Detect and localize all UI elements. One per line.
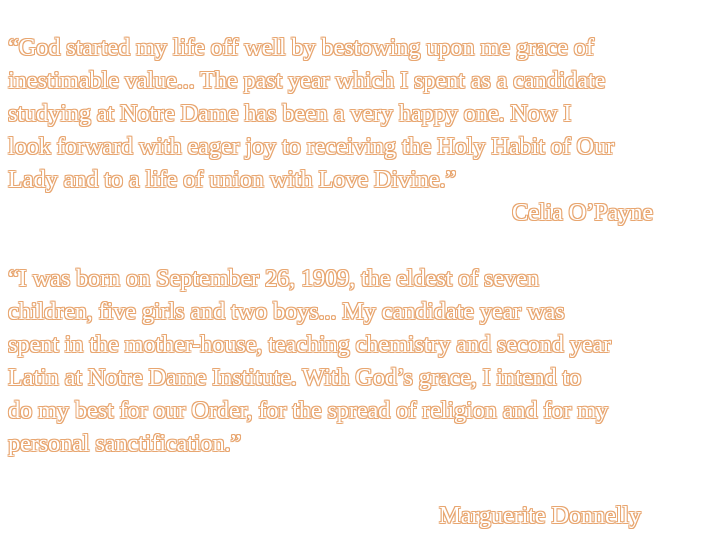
quote-line: studying at Notre Dame has been a very happy one. Now I: [8, 100, 572, 127]
quote-line: Latin at Notre Dame Institute. With God’s grace, I intend to: [8, 364, 582, 391]
author-celia-opayne: Celia O’Payne: [512, 199, 653, 226]
quote-line: children, five girls and two boys... My candidate year was: [8, 298, 565, 325]
quote-line: personal sanctification.”: [8, 430, 242, 457]
quote-line: do my best for our Order, for the spread of religion and for my: [8, 397, 609, 424]
quote-line: Lady and to a life of union with Love Divine.”: [8, 166, 457, 193]
quote-celia-opayne: [8, 31, 720, 196]
quote-line: inestimable value... The past year which I spent as a candidate: [8, 67, 606, 94]
quote-line: look forward with eager joy to receiving the Holy Habit of Our: [8, 133, 615, 160]
quote-line: “God started my life off well by bestowing upon me grace of: [8, 34, 594, 61]
quote-line: “I was born on September 26, 1909, the eldest of seven: [8, 265, 539, 292]
author-marguerite-donnelly: Marguerite Donnelly: [439, 502, 641, 529]
quote-line: spent in the mother-house, teaching chemistry and second year: [8, 331, 612, 358]
quote-marguerite-donnelly: [8, 262, 720, 460]
